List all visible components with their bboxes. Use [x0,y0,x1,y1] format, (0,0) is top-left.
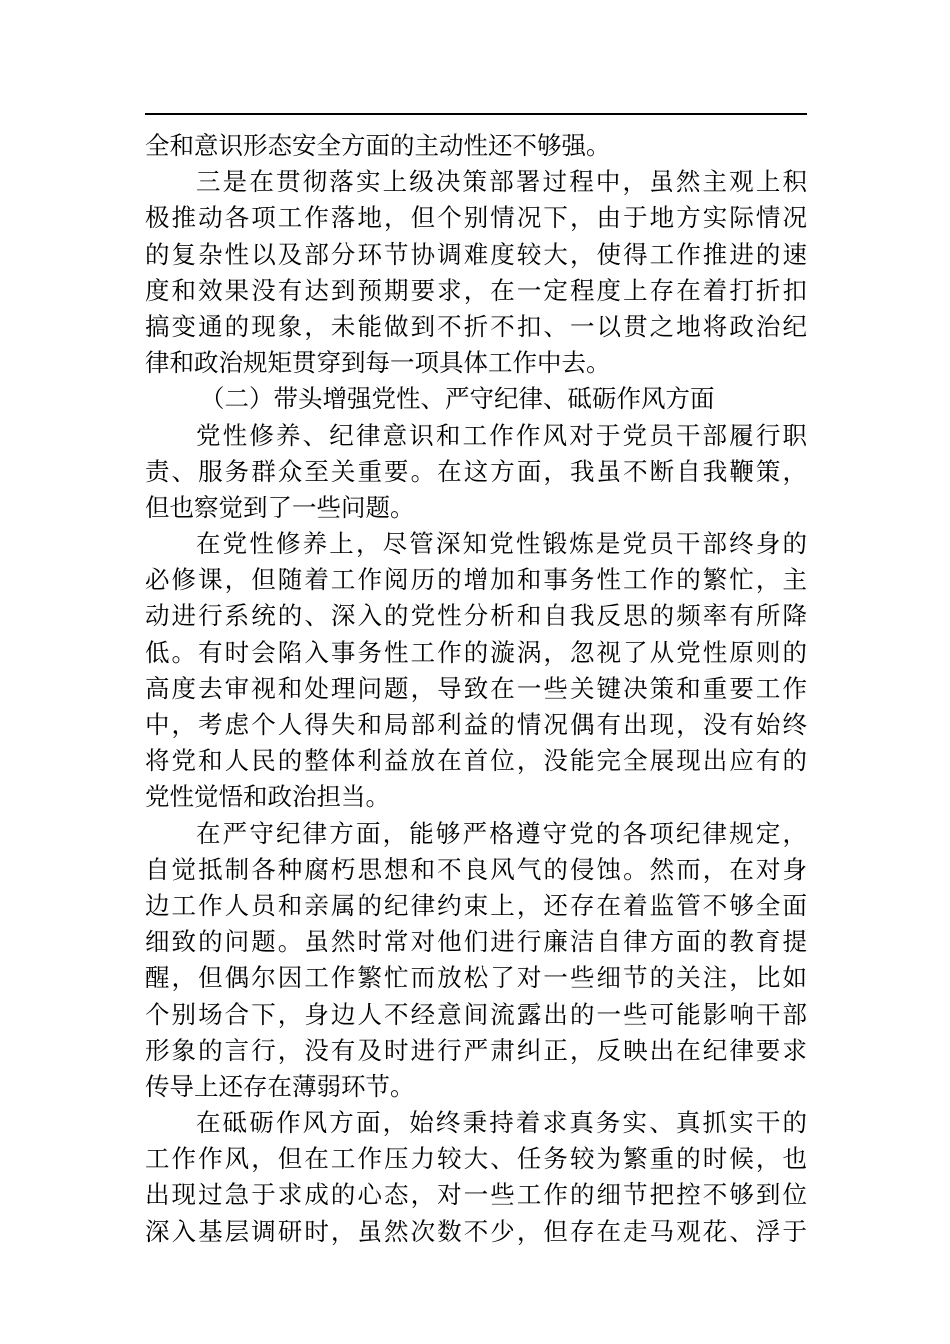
text-line: 出现过急于求成的心态，对一些工作的细节把控不够到位 [145,1180,807,1210]
text-line: 必修课，但随着工作阅历的增加和事务性工作的繁忙，主 [145,565,807,595]
text-line: 全和意识形态安全方面的主动性还不够强。 [145,131,611,160]
text-line: 极推动各项工作落地，但个别情况下，由于地方实际情况 [145,203,807,233]
text-line: 在党性修养上，尽管深知党性锻炼是党员干部终身的 [196,529,807,559]
text-line: 工作作风，但在工作压力较大、任务较为繁重的时候，也 [145,1144,807,1174]
text-line: 律和政治规矩贯穿到每一项具体工作中去。 [145,348,611,378]
text-line: 责、服务群众至关重要。在这方面，我虽不断自我鞭策， [145,456,807,486]
text-line: 高度去审视和处理问题，导致在一些关键决策和重要工作 [145,673,807,703]
text-line: 形象的言行，没有及时进行严肃纠正，反映出在纪律要求 [145,1035,807,1065]
text-line: 自觉抵制各种腐朽思想和不良风气的侵蚀。然而，在对身 [145,854,807,884]
header-rule [145,113,807,115]
text-line: 搞变通的现象，未能做到不折不扣、一以贯之地将政治纪 [145,311,807,341]
text-line: 三是在贯彻落实上级决策部署过程中，虽然主观上积 [196,167,807,197]
document-body [145,128,807,1250]
text-line: 个别场合下，身边人不经意间流露出的一些可能影响干部 [145,999,807,1029]
text-line: 党性修养、纪律意识和工作作风对于党员干部履行职 [196,420,807,450]
text-line: 传导上还存在薄弱环节。 [145,1071,415,1101]
text-line: 度和效果没有达到预期要求，在一定程度上存在着打折扣 [145,275,807,305]
text-line: 党性觉悟和政治担当。 [145,782,390,812]
text-line: 的复杂性以及部分环节协调难度较大，使得工作推进的速 [145,239,807,269]
text-line: 深入基层调研时，虽然次数不少，但存在走马观花、浮于 [145,1216,807,1246]
text-line: 在严守纪律方面，能够严格遵守党的各项纪律规定， [196,818,807,848]
text-line: 细致的问题。虽然时常对他们进行廉洁自律方面的教育提 [145,927,807,957]
text-line: 动进行系统的、深入的党性分析和自我反思的频率有所降 [145,601,807,631]
section-heading: （二）带头增强党性、严守纪律、砥砺作风方面 [200,384,715,414]
text-line: 边工作人员和亲属的纪律约束上，还存在着监管不够全面 [145,890,807,920]
text-line: 中，考虑个人得失和局部利益的情况偶有出现，没有始终 [145,710,807,739]
text-line: 将党和人民的整体利益放在首位，没能完全展现出应有的 [145,746,807,776]
text-line: 在砥砺作风方面，始终秉持着求真务实、真抓实干的 [196,1108,807,1138]
text-line: 低。有时会陷入事务性工作的漩涡，忽视了从党性原则的 [145,637,807,667]
text-line: 醒，但偶尔因工作繁忙而放松了对一些细节的关注，比如 [145,963,807,993]
text-line: 但也察觉到了一些问题。 [145,492,415,522]
